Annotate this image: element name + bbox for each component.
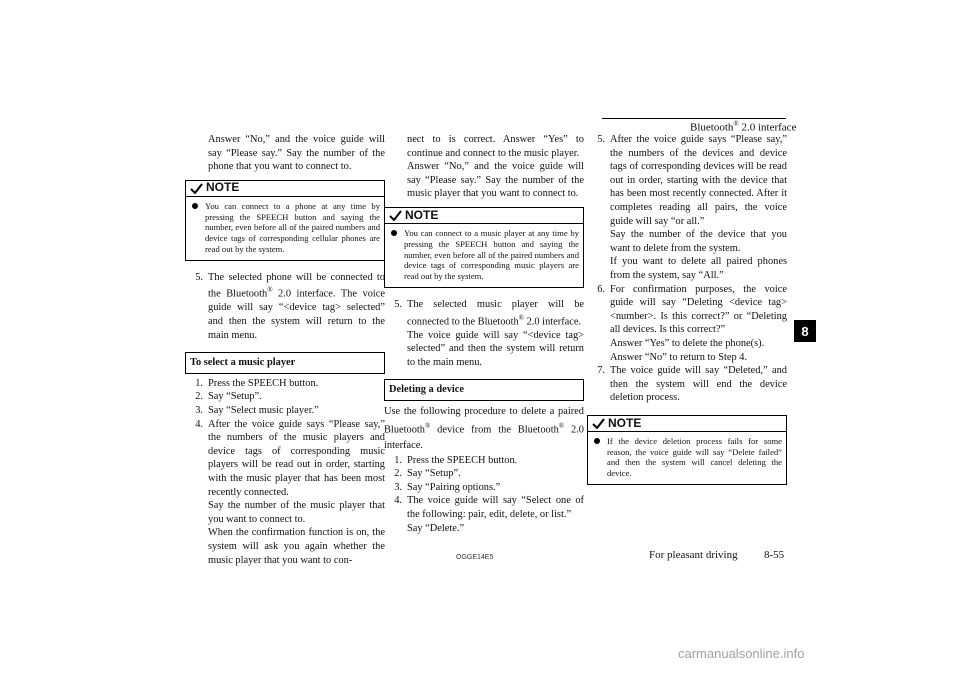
intro-paragraph: Answer “No,” and the voice guide will say “Please say.” Say the number of the phone that you want to connect to. [208, 134, 385, 173]
step-item: 2. Say “Setup”. [195, 391, 262, 403]
step-paragraph: Say the number of the music player that you want to connect to. [208, 500, 385, 525]
step-item: 7. The voice guide will say “Deleted,” and then the system will end the device deletion process. [597, 365, 787, 404]
delete-intro: Use the following procedure to delete a paired Bluetooth® device from the Bluetooth® 2.0 interface. [384, 405, 584, 452]
column-1 [185, 133, 385, 567]
chapter-tab: 8 [794, 320, 816, 342]
column-2 [384, 133, 584, 535]
footer-section-title: For pleasant driving [649, 549, 738, 561]
note-box: NOTE If the device deletion process fails for some reason, the voice guide will say “Delete failed” and then the system will cancel deleting the device. [587, 415, 787, 485]
step-paragraph: When the confirmation function is on, the system will ask you again whether the music player that you want to con- [208, 527, 385, 566]
page-header-title: Bluetooth® 2.0 interface [690, 120, 797, 134]
step-paragraph: Say “Delete.” [407, 522, 465, 534]
step-item: 4. The voice guide will say “Select one of the following: pair, edit, delete, or list.” [394, 495, 584, 521]
note-box: NOTE You can connect to a music player at any time by pressing the SPEECH button and saying the number, even before all of the paired numbers and device tags of corresponding music players are read out by the system. [384, 207, 584, 288]
step-item: 1. Press the SPEECH button. [195, 377, 319, 389]
section-heading-music: To select a music player [185, 352, 385, 374]
page-number: 8-55 [764, 549, 785, 561]
step-paragraph: The voice guide will say “<device tag> selected” and then the system will return to the main menu. [407, 329, 584, 368]
step-item: 5. After the voice guide says “Please say,” the numbers of the devices and device tags of corresponding devices will be read out in order, starting with the device that has been most recently connected. After it completes reading all pairs, the voice guide will say “or all.” [597, 134, 787, 227]
step-item: 3. Say “Pairing options.” [394, 481, 501, 493]
step-paragraph: Answer “Yes” to delete the phone(s). [610, 337, 765, 349]
note-box: NOTE You can connect to a phone at any time by pressing the SPEECH button and saying the number, even before all of the paired numbers and device tags of corresponding cellular phones are read out by the system. [185, 180, 385, 261]
step-item: 4. After the voice guide says “Please say,” the numbers of the music players and device tags of corresponding music players will be read out in order, starting with the music player that has been most recently connected. [195, 418, 385, 498]
continued-paragraph: nect to is correct. Answer “Yes” to continue and connect to the music player. [407, 134, 584, 159]
step-item: 1. Press the SPEECH button. [394, 454, 518, 466]
note-icon [190, 183, 203, 194]
header-rule [602, 118, 786, 119]
step-item: 2. Say “Setup”. [394, 468, 461, 480]
step-item: 6. For confirmation purposes, the voice guide will say “Deleting <device tag> <number>. Is this correct?” or “Deleting all devices. Is this correct?” [597, 283, 787, 336]
step-paragraph: If you want to delete all paired phones from the system, say “All.” [610, 256, 787, 281]
step-paragraph: Say the number of the device that you want to delete from the system. [610, 229, 787, 254]
watermark: carmanualsonline.info [678, 646, 805, 661]
note-icon [592, 418, 605, 429]
section-heading-delete: Deleting a device [384, 379, 584, 401]
step-item: 3. Say “Select music player.” [195, 404, 319, 416]
column-3 [587, 133, 787, 493]
step-item: 5. The selected phone will be connected to the Bluetooth® 2.0 interface. The voice guide will say “<device tag> selected” and then the system will return to the main menu. [195, 271, 385, 341]
document-code: OGGE14E5 [456, 554, 494, 561]
step-item: 5. The selected music player will be connected to the Bluetooth® 2.0 interface. [394, 298, 584, 328]
note-icon [389, 210, 402, 221]
bullet-icon [192, 203, 198, 209]
step-paragraph: Answer “No” to return to Step 4. [610, 351, 748, 363]
paragraph: Answer “No,” and the voice guide will say “Please say.” Say the number of the music player that you want to connect to. [407, 161, 584, 200]
bullet-icon [391, 230, 397, 236]
bullet-icon [594, 438, 600, 444]
